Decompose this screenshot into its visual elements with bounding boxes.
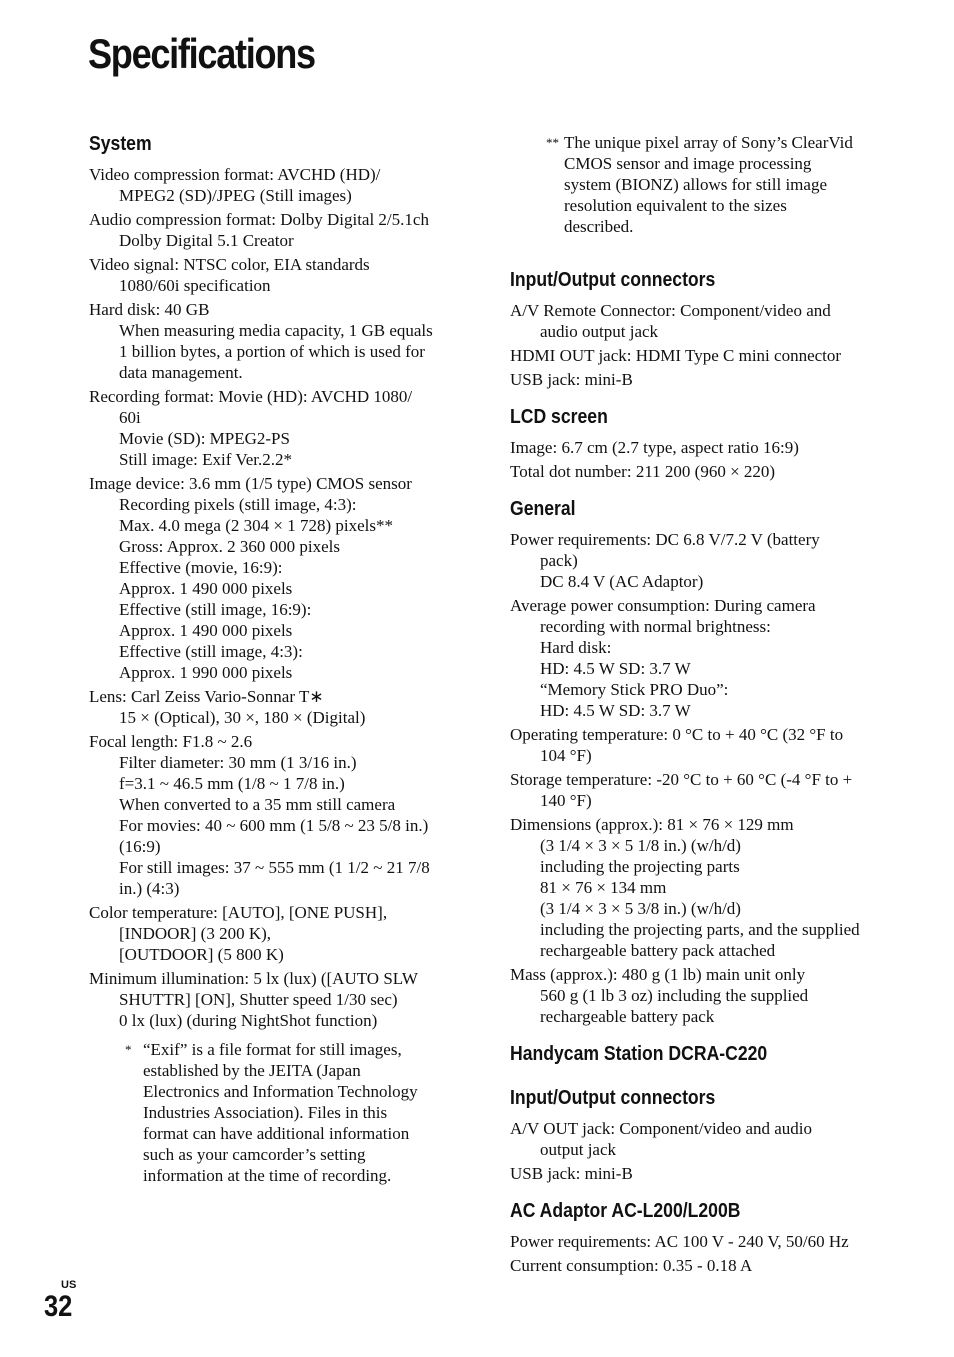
footnote-line: Electronics and Information Technology — [143, 1082, 418, 1101]
section-heading-general: General — [510, 498, 576, 520]
spec-line: 60i — [119, 408, 141, 427]
section-heading-station: Handycam Station DCRA-C220 — [510, 1043, 768, 1065]
spec-item — [510, 437, 880, 458]
spec-line: Approx. 1 990 000 pixels — [119, 663, 293, 682]
spec-line: 15 × (Optical), 30 ×, 180 × (Digital) — [119, 708, 366, 727]
spec-line: 0 lx (lux) (during NightShot function) — [119, 1011, 378, 1030]
spec-line: Approx. 1 490 000 pixels — [119, 579, 293, 598]
spec-item — [510, 595, 880, 721]
footnote-line: Industries Association). Files in this — [143, 1103, 388, 1122]
spec-line: rechargeable battery pack attached — [540, 941, 776, 960]
spec-line: 560 g (1 lb 3 oz) including the supplied — [540, 986, 809, 1005]
spec-line: Image device: 3.6 mm (1/5 type) CMOS sensor — [89, 474, 412, 493]
section-heading-system: System — [89, 133, 152, 155]
section-heading-lcd: LCD screen — [510, 406, 608, 428]
spec-line: including the projecting parts, and the supplied — [540, 920, 860, 939]
spec-line: MPEG2 (SD)/JPEG (Still images) — [119, 186, 352, 205]
spec-line: rechargeable battery pack — [540, 1007, 715, 1026]
spec-line: data management. — [119, 363, 243, 382]
footnote-line: established by the JEITA (Japan — [143, 1061, 361, 1080]
spec-line: USB jack: mini-B — [510, 1164, 633, 1183]
spec-line: DC 8.4 V (AC Adaptor) — [540, 572, 704, 591]
footnote-line: system (BIONZ) allows for still image — [564, 175, 827, 194]
spec-line: audio output jack — [540, 322, 659, 341]
general-specs — [510, 529, 880, 1027]
spec-line: Video signal: NTSC color, EIA standards — [89, 255, 370, 274]
spec-line: recording with normal brightness: — [540, 617, 771, 636]
spec-line: f=3.1 ~ 46.5 mm (1/8 ~ 1 7/8 in.) — [119, 774, 345, 793]
spec-line: Mass (approx.): 480 g (1 lb) main unit only — [510, 965, 806, 984]
spec-line: For still images: 37 ~ 555 mm (1 1/2 ~ 21 7/8 — [119, 858, 430, 877]
spec-item — [510, 345, 880, 366]
footnote-line: “Exif” is a file format for still images, — [143, 1040, 402, 1059]
spec-line: pack) — [540, 551, 578, 570]
spec-line: “Memory Stick PRO Duo”: — [540, 680, 729, 699]
spec-item — [510, 1163, 880, 1184]
spec-item — [89, 209, 459, 251]
spec-line: 104 °F) — [540, 746, 592, 765]
spec-item — [89, 299, 459, 383]
left-column — [89, 132, 459, 1186]
footnote-line: resolution equivalent to the sizes — [564, 196, 787, 215]
spec-line: including the projecting parts — [540, 857, 740, 876]
spec-line: Hard disk: — [540, 638, 612, 657]
spec-item — [510, 1118, 880, 1160]
spec-item — [89, 386, 459, 470]
spec-item — [89, 686, 459, 728]
spec-line: Effective (movie, 16:9): — [119, 558, 283, 577]
spec-line: HD: 4.5 W SD: 3.7 W — [540, 659, 691, 678]
spec-line: Hard disk: 40 GB — [89, 300, 210, 319]
section-heading-adaptor: AC Adaptor AC-L200/L200B — [510, 1200, 741, 1222]
spec-item — [510, 769, 880, 811]
footnote-line: information at the time of recording. — [143, 1166, 392, 1185]
spec-line: Dolby Digital 5.1 Creator — [119, 231, 294, 250]
spec-line: output jack — [540, 1140, 617, 1159]
spec-line: When converted to a 35 mm still camera — [119, 795, 396, 814]
spec-line: Gross: Approx. 2 360 000 pixels — [119, 537, 340, 556]
spec-line: Still image: Exif Ver.2.2* — [119, 450, 292, 469]
spec-line: Approx. 1 490 000 pixels — [119, 621, 293, 640]
spec-line: [INDOOR] (3 200 K), — [119, 924, 272, 943]
right-column — [510, 132, 880, 1279]
spec-line: (3 1/4 × 3 × 5 3/8 in.) (w/h/d) — [540, 899, 741, 918]
region-label: US — [61, 1279, 77, 1291]
page-number: 32 — [44, 1290, 73, 1323]
page-title: Specifications — [88, 30, 315, 77]
spec-line: SHUTTR] [ON], Shutter speed 1/30 sec) — [119, 990, 398, 1009]
spec-line: Video compression format: AVCHD (HD)/ — [89, 165, 381, 184]
spec-line: Audio compression format: Dolby Digital 2/5.1ch — [89, 210, 429, 229]
spec-line: A/V OUT jack: Component/video and audio — [510, 1119, 813, 1138]
spec-line: Recording format: Movie (HD): AVCHD 1080/ — [89, 387, 413, 406]
spec-line: Effective (still image, 16:9): — [119, 600, 312, 619]
footnote-line: CMOS sensor and image processing — [564, 154, 812, 173]
spec-line: Power requirements: AC 100 V - 240 V, 50/60 Hz — [510, 1232, 849, 1251]
spec-line: Recording pixels (still image, 4:3): — [119, 495, 357, 514]
spec-line: 1 billion bytes, a portion of which is used for — [119, 342, 425, 361]
spec-line: Minimum illumination: 5 lx (lux) ([AUTO SLW — [89, 969, 418, 988]
spec-item — [89, 254, 459, 296]
footnote-line: such as your camcorder’s setting — [143, 1145, 366, 1164]
spec-line: Image: 6.7 cm (2.7 type, aspect ratio 16:9) — [510, 438, 799, 457]
spec-item — [510, 814, 880, 961]
spec-line: A/V Remote Connector: Component/video and — [510, 301, 831, 320]
spec-item — [510, 1231, 880, 1252]
spec-line: Dimensions (approx.): 81 × 76 × 129 mm — [510, 815, 794, 834]
spec-item — [510, 529, 880, 592]
spec-line: Filter diameter: 30 mm (1 3/16 in.) — [119, 753, 357, 772]
spec-line: Total dot number: 211 200 (960 × 220) — [510, 462, 776, 481]
spec-item — [510, 461, 880, 482]
system-specs — [89, 164, 459, 1031]
spec-item — [89, 164, 459, 206]
spec-item — [89, 473, 459, 683]
section-heading-station-io: Input/Output connectors — [510, 1087, 716, 1109]
spec-line: 140 °F) — [540, 791, 592, 810]
footnote-line: format can have additional information — [143, 1124, 410, 1143]
spec-line: Max. 4.0 mega (2 304 × 1 728) pixels** — [119, 516, 393, 535]
spec-line: (16:9) — [119, 837, 161, 856]
spec-item — [89, 731, 459, 899]
spec-item — [89, 968, 459, 1031]
spec-line: 81 × 76 × 134 mm — [540, 878, 667, 897]
station-io-specs — [510, 1118, 880, 1184]
spec-line: HDMI OUT jack: HDMI Type C mini connector — [510, 346, 842, 365]
footnote-text — [143, 1039, 459, 1186]
spec-line: Effective (still image, 4:3): — [119, 642, 303, 661]
spec-line: in.) (4:3) — [119, 879, 180, 898]
spec-line: Average power consumption: During camera — [510, 596, 816, 615]
spec-line: Operating temperature: 0 °C to + 40 °C (32 °F to — [510, 725, 844, 744]
spec-line: Movie (SD): MPEG2-PS — [119, 429, 290, 448]
spec-line: Lens: Carl Zeiss Vario-Sonnar T∗ — [89, 687, 324, 706]
spec-line: USB jack: mini-B — [510, 370, 633, 389]
spec-line: For movies: 40 ~ 600 mm (1 5/8 ~ 23 5/8 in.) — [119, 816, 429, 835]
spec-line: Color temperature: [AUTO], [ONE PUSH], — [89, 903, 388, 922]
footnote-exif — [89, 1039, 459, 1186]
footnote-clearvid — [510, 132, 880, 237]
spec-item — [510, 300, 880, 342]
section-heading-io: Input/Output connectors — [510, 269, 716, 291]
spec-item — [510, 724, 880, 766]
footnote-mark: ** — [546, 135, 559, 150]
spec-item — [510, 964, 880, 1027]
adaptor-specs — [510, 1231, 880, 1276]
spec-item — [510, 1255, 880, 1276]
spec-line: When measuring media capacity, 1 GB equals — [119, 321, 433, 340]
spec-line: HD: 4.5 W SD: 3.7 W — [540, 701, 691, 720]
spec-line: Storage temperature: -20 °C to + 60 °C (-4 °F to + — [510, 770, 853, 789]
spec-line: Power requirements: DC 6.8 V/7.2 V (battery — [510, 530, 820, 549]
footnote-mark: * — [125, 1042, 132, 1057]
footnote-line: described. — [564, 217, 634, 236]
lcd-specs — [510, 437, 880, 482]
spec-line: [OUTDOOR] (5 800 K) — [119, 945, 284, 964]
spec-item — [89, 902, 459, 965]
footnote-line: The unique pixel array of Sony’s ClearVid — [564, 133, 853, 152]
spec-line: Current consumption: 0.35 - 0.18 A — [510, 1256, 753, 1275]
spec-item — [510, 369, 880, 390]
spec-line: 1080/60i specification — [119, 276, 271, 295]
io-specs — [510, 300, 880, 390]
spec-line: (3 1/4 × 3 × 5 1/8 in.) (w/h/d) — [540, 836, 741, 855]
spec-line: Focal length: F1.8 ~ 2.6 — [89, 732, 253, 751]
footnote-text — [564, 132, 880, 237]
